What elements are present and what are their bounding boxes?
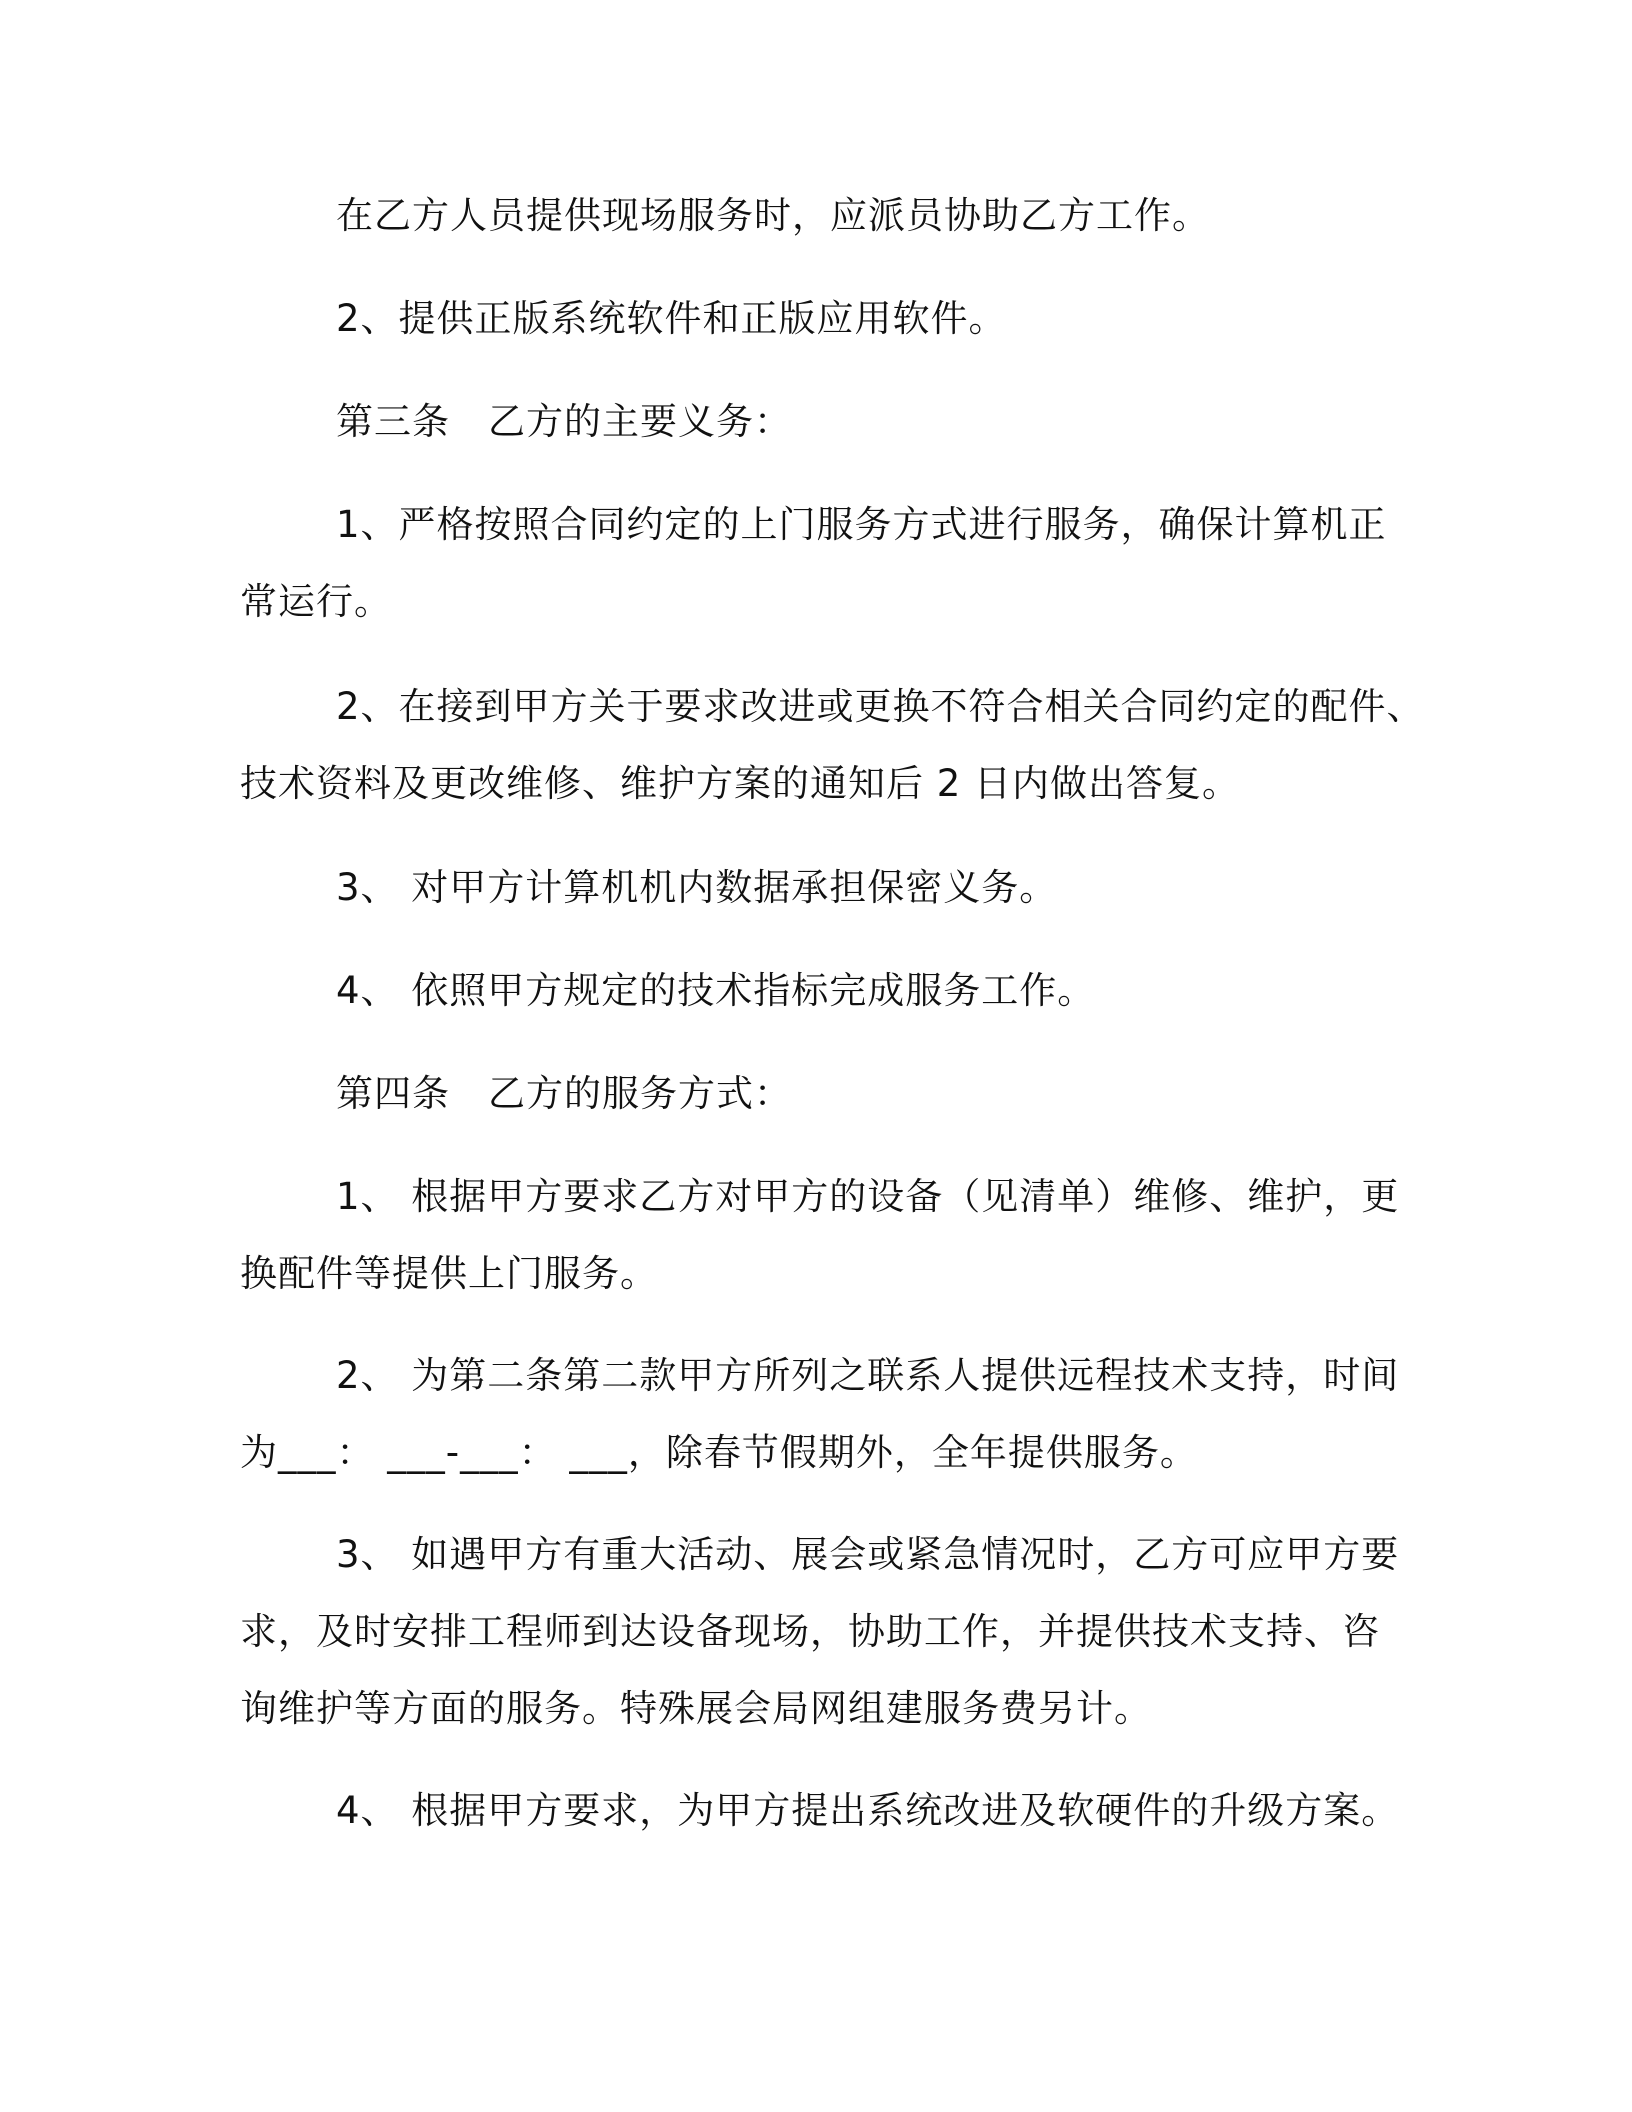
- paragraph-item-2-software: [240, 280, 1390, 357]
- paragraph-line: 1、严格按照合同约定的上门服务方式进行服务，确保计算机正: [336, 503, 1387, 546]
- paragraph-article-4-item-1: [240, 1158, 1400, 1312]
- paragraph-article-3-item-1: [240, 486, 1390, 640]
- paragraph-line: 1、 根据甲方要求乙方对甲方的设备（见清单）维修、维护，更: [336, 1175, 1400, 1218]
- paragraph-article-4-item-4: [240, 1772, 1400, 1849]
- paragraph-line: 4、 依照甲方规定的技术指标完成服务工作。: [336, 969, 1096, 1012]
- paragraph-article-4-item-2: [240, 1337, 1400, 1491]
- paragraph-line: 常运行。: [240, 580, 392, 623]
- paragraph-line: 3、 对甲方计算机机内数据承担保密义务。: [336, 866, 1058, 909]
- paragraph-line: 为___： ___-___： ___，除春节假期外，全年提供服务。: [240, 1431, 1198, 1474]
- paragraph-article-4-item-3: [240, 1516, 1400, 1747]
- paragraph-line: 2、在接到甲方关于要求改进或更换不符合相关合同约定的配件、: [336, 685, 1425, 728]
- paragraph-article-3-item-4: [240, 952, 1390, 1029]
- paragraph-line: 2、提供正版系统软件和正版应用软件。: [336, 297, 1007, 340]
- paragraph-line: 4、 根据甲方要求，为甲方提出系统改进及软硬件的升级方案。: [336, 1789, 1400, 1832]
- article-3-heading: [240, 383, 1390, 460]
- paragraph-line: 第四条 乙方的服务方式：: [336, 1072, 792, 1115]
- paragraph-line: 2、 为第二条第二款甲方所列之联系人提供远程技术支持，时间: [336, 1354, 1400, 1397]
- paragraph-line: 在乙方人员提供现场服务时，应派员协助乙方工作。: [336, 194, 1210, 237]
- paragraph-line: 技术资料及更改维修、维护方案的通知后 2 日内做出答复。: [240, 762, 1241, 805]
- paragraph-line: 询维护等方面的服务。特殊展会局网组建服务费另计。: [240, 1687, 1152, 1730]
- paragraph-intro-continuation: [240, 177, 1390, 254]
- paragraph-article-3-item-2: [240, 668, 1425, 822]
- article-4-heading: [240, 1055, 1390, 1132]
- paragraph-line: 求，及时安排工程师到达设备现场，协助工作，并提供技术支持、咨: [240, 1610, 1380, 1653]
- paragraph-line: 3、 如遇甲方有重大活动、展会或紧急情况时，乙方可应甲方要: [336, 1533, 1400, 1576]
- paragraph-article-3-item-3: [240, 849, 1390, 926]
- paragraph-line: 换配件等提供上门服务。: [240, 1252, 658, 1295]
- paragraph-line: 第三条 乙方的主要义务：: [336, 400, 792, 443]
